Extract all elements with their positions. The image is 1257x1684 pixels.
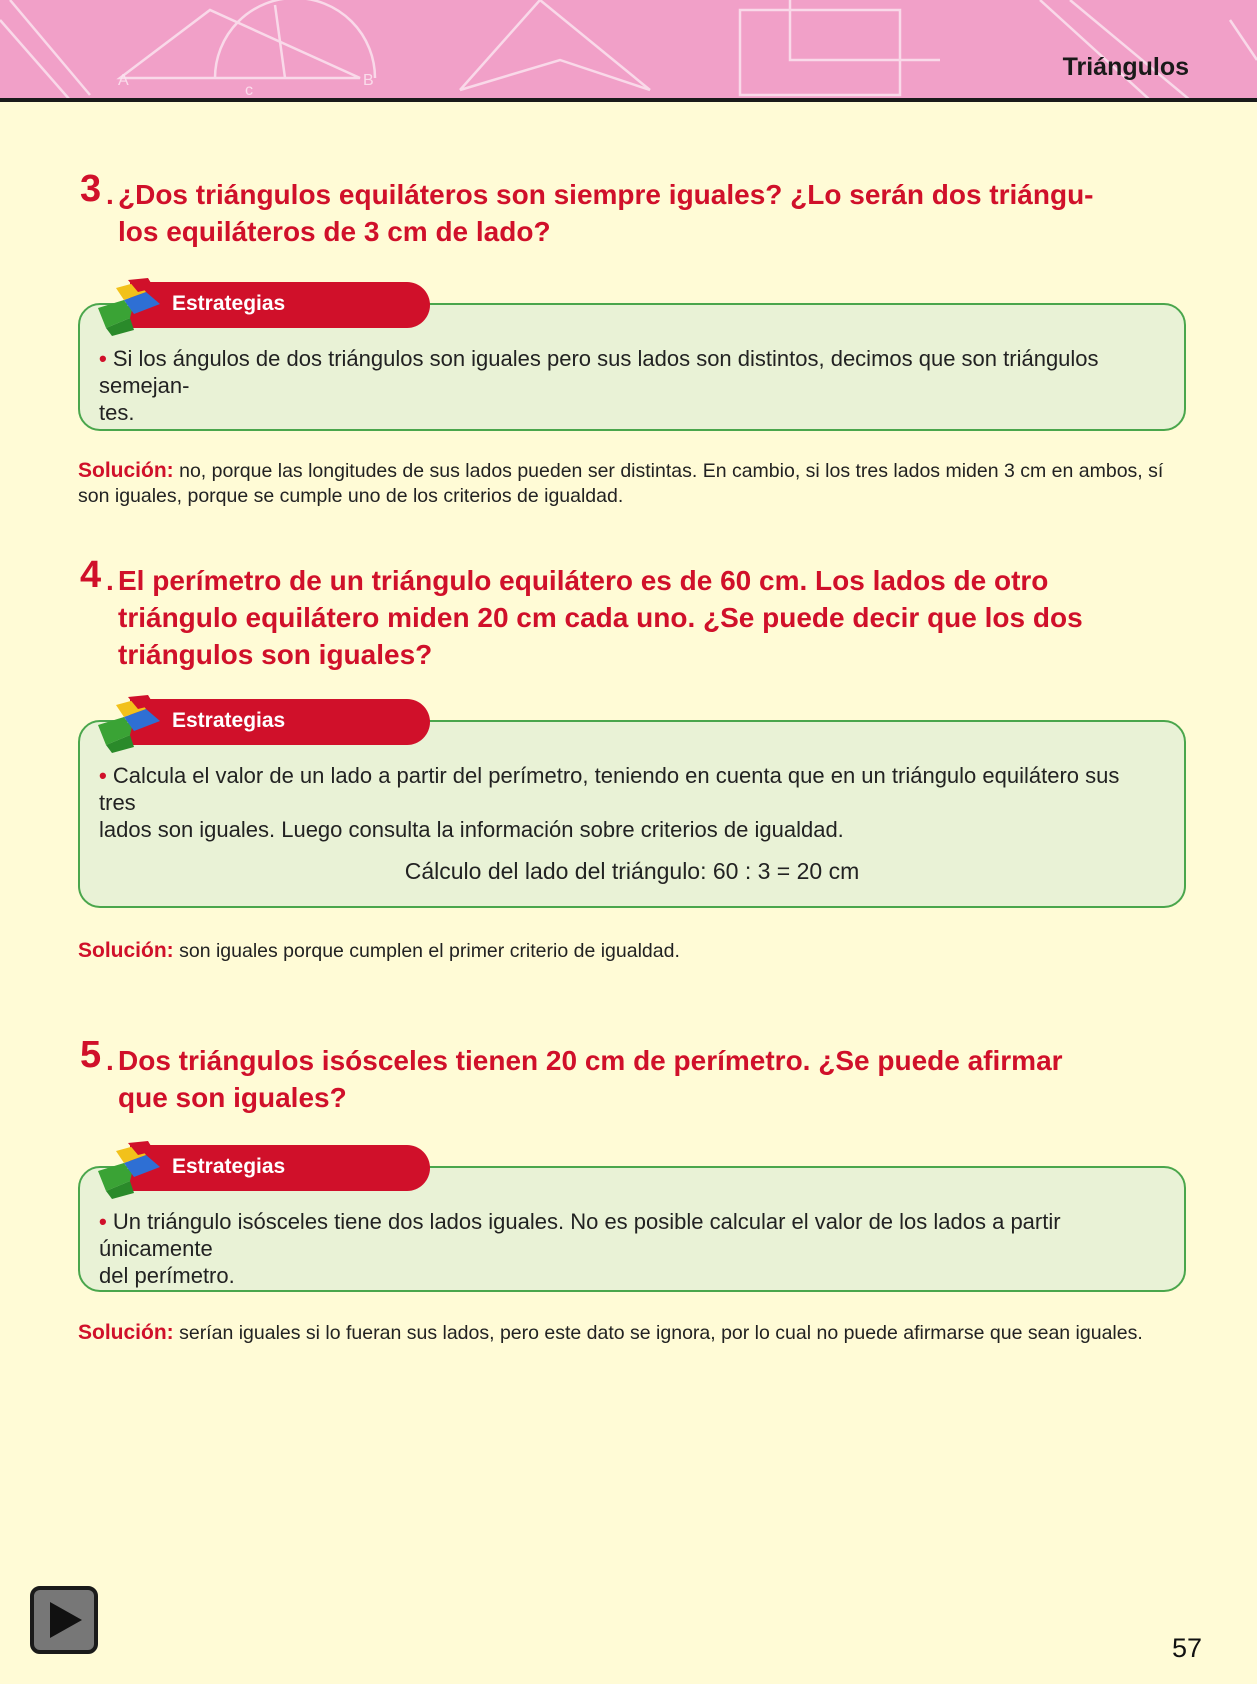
question-line: que son iguales?	[118, 1082, 347, 1113]
question-line: Dos triángulos isósceles tienen 20 cm de perímetro. ¿Se puede afirmar	[118, 1045, 1063, 1076]
strategy-label: Estrategias	[172, 709, 286, 732]
strategy-tab	[130, 1145, 430, 1191]
strategy-text: • Si los ángulos de dos triángulos son iguales pero sus lados son distintos, decimos que son triángulos semejan- tes.	[99, 346, 1099, 425]
strategy-line: del perímetro.	[99, 1263, 235, 1288]
strategy-text: • Calcula el valor de un lado a partir del perímetro, teniendo en cuenta que en un triángulo equilátero sus tres lados son iguales. Luego consulta la información sobre criterios de igualdad.	[99, 763, 1120, 842]
strategy-text: • Un triángulo isósceles tiene dos lados iguales. No es posible calcular el valor de los lados a partir únicamente del perímetro.	[99, 1209, 1061, 1288]
question-line: triángulo equilátero miden 20 cm cada uno. ¿Se puede decir que los dos	[118, 602, 1083, 633]
page-header	[0, 0, 1257, 102]
strategy-line: Un triángulo isósceles tiene dos lados iguales. No es posible calcular el valor de los lados a partir únicamente	[99, 1209, 1061, 1261]
solution-5	[78, 1320, 1190, 1346]
solution-text: son iguales porque cumplen el primer criterio de igualdad.	[179, 940, 680, 962]
strategy-line: tes.	[99, 400, 135, 425]
solution-label: Solución:	[78, 939, 174, 962]
puzzle-icon	[94, 278, 164, 336]
play-button[interactable]	[30, 1586, 98, 1654]
question-line: los equiláteros de 3 cm de lado?	[118, 216, 551, 247]
question-text	[118, 176, 1190, 250]
page-number: 57	[1172, 1633, 1203, 1663]
question-5: 5 . Dos triángulos isósceles tienen 20 cm de perímetro. ¿Se puede afirmar que son iguales?	[80, 1042, 1190, 1116]
strategy-label: Estrategias	[172, 292, 286, 315]
strategy-formula: Cálculo del lado del triángulo: 60 : 3 = 20 cm	[404, 858, 860, 884]
question-line: ¿Dos triángulos equiláteros son siempre iguales? ¿Lo serán dos triángu-	[118, 179, 1094, 210]
svg-text:c: c	[245, 82, 253, 99]
solution-text: no, porque las longitudes de sus lados pueden ser distintas. En cambio, si los tres lados miden 3 cm en ambos, sí son iguales, porque se cumple uno de los criterios de igualdad.	[78, 460, 1164, 507]
question-number: 3	[80, 168, 102, 210]
strategy-line: Calcula el valor de un lado a partir del perímetro, teniendo en cuenta que en un triángulo equilátero sus tres	[99, 763, 1120, 815]
strategy-label: Estrategias	[172, 1155, 286, 1178]
geometry-decoration	[0, 0, 1257, 100]
solution-label: Solución:	[78, 459, 174, 482]
question-4: 4 . El perímetro de un triángulo equilátero es de 60 cm. Los lados de otro triángulo equilátero miden 20 cm cada uno. ¿Se puede decir que los dos triángulos son iguales?	[80, 562, 1190, 673]
solution-4	[78, 938, 1190, 964]
header-title: Triángulos	[1062, 53, 1189, 81]
question-text	[118, 1042, 1190, 1116]
strategy-box	[78, 720, 1186, 908]
question-line: triángulos son iguales?	[118, 639, 433, 670]
solution-3	[78, 458, 1190, 509]
solution-label: Solución:	[78, 1321, 174, 1344]
play-icon	[44, 1599, 86, 1641]
svg-text:B: B	[363, 72, 374, 89]
question-number: 4	[80, 554, 102, 596]
strategy-line: Si los ángulos de dos triángulos son iguales pero sus lados son distintos, decimos que son triángulos semejan-	[99, 346, 1099, 398]
strategy-tab	[130, 282, 430, 328]
puzzle-icon	[94, 695, 164, 753]
strategy-line: lados son iguales. Luego consulta la información sobre criterios de igualdad.	[99, 817, 844, 842]
strategy-tab	[130, 699, 430, 745]
question-text	[118, 562, 1190, 673]
question-number: 5	[80, 1034, 102, 1076]
solution-text: serían iguales si lo fueran sus lados, pero este dato se ignora, por lo cual no puede afirmarse que sean iguales.	[179, 1322, 1143, 1344]
question-3: 3 . ¿Dos triángulos equiláteros son siempre iguales? ¿Lo serán dos triángu- los equiláteros de 3 cm de lado?	[80, 176, 1190, 250]
question-line: El perímetro de un triángulo equilátero es de 60 cm. Los lados de otro	[118, 565, 1049, 596]
puzzle-icon	[94, 1141, 164, 1199]
svg-text:A: A	[118, 72, 129, 89]
